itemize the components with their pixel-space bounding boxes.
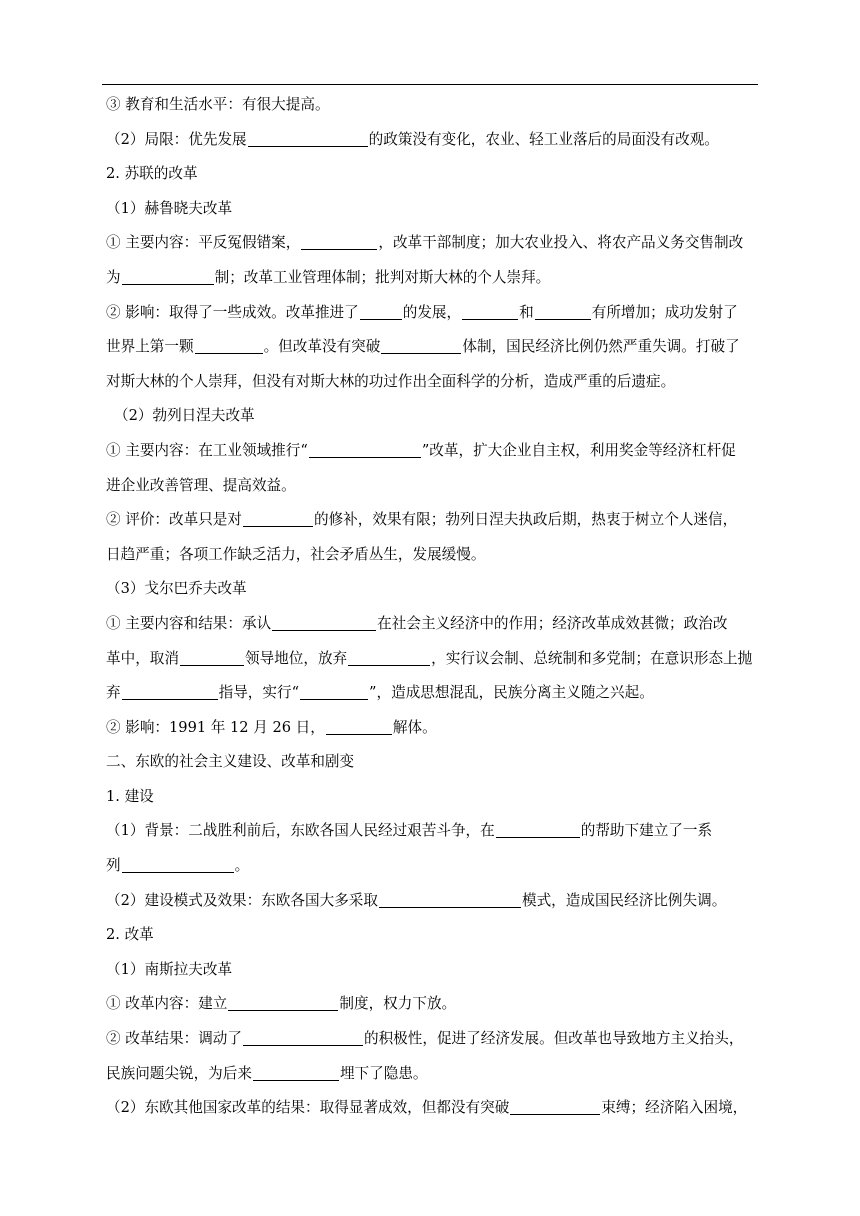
text-line: [102, 123, 758, 158]
fill-in-blank[interactable]: [180, 650, 244, 666]
text-line: [102, 192, 758, 227]
text-line: [102, 884, 758, 919]
text-line: [102, 434, 758, 469]
fill-in-blank[interactable]: [228, 995, 338, 1011]
text-line: [102, 157, 758, 192]
text-line: [102, 953, 758, 988]
fill-in-blank[interactable]: [300, 684, 368, 700]
fill-in-blank[interactable]: [462, 304, 518, 320]
text-segment: 埋下了隐患。: [339, 1064, 428, 1082]
fill-in-blank[interactable]: [243, 1030, 363, 1046]
text-segment: ，实行议会制、总统制和多党制；在意识形态上抛: [431, 649, 753, 667]
fill-in-blank[interactable]: [535, 304, 591, 320]
text-segment: （1）南斯拉夫改革: [106, 960, 233, 978]
fill-in-blank[interactable]: [360, 304, 402, 320]
text-line: [102, 711, 758, 746]
text-segment: 束缚；经济陷入困境，: [601, 1099, 748, 1117]
text-segment: 领导地位，放弃: [244, 649, 348, 667]
text-segment: 世界上第一颗: [106, 338, 194, 356]
text-segment: 二、东欧的社会主义建设、改革和剧变: [106, 753, 355, 771]
text-segment: ① 主要内容：平反冤假错案，: [106, 234, 301, 252]
fill-in-blank[interactable]: [243, 511, 313, 527]
fill-in-blank[interactable]: [348, 650, 430, 666]
text-segment: 和: [519, 303, 534, 321]
text-segment: 的修补，效果有限；勃列日涅夫执政后期，热衷于树立个人迷信，: [313, 511, 738, 529]
text-segment: （1）赫鲁晓夫改革: [106, 199, 233, 217]
text-segment: 指导，实行“: [218, 684, 300, 702]
text-segment: 的帮助下建立了一系: [580, 822, 713, 840]
text-segment: 的政策没有变化，农业、轻工业落后的局面没有改观。: [368, 130, 719, 148]
fill-in-blank[interactable]: [301, 234, 377, 250]
fill-in-blank[interactable]: [326, 719, 392, 735]
fill-in-blank[interactable]: [253, 1065, 339, 1081]
text-segment: ① 主要内容：在工业领域推行“: [106, 441, 308, 459]
text-segment: ③ 教育和生活水平：有很大提高。: [106, 96, 330, 113]
fill-in-blank[interactable]: [122, 269, 214, 285]
fill-in-blank[interactable]: [122, 857, 234, 873]
text-line: [102, 918, 758, 953]
text-segment: （2）勃列日涅夫改革: [114, 407, 255, 425]
text-line: [102, 330, 758, 365]
text-line: [102, 1091, 758, 1126]
text-segment: ① 主要内容和结果：承认: [106, 614, 272, 632]
fill-in-blank[interactable]: [381, 338, 461, 354]
text-segment: 模式，造成国民经济比例失调。: [521, 891, 727, 909]
text-segment: 革中，取消: [106, 649, 179, 667]
text-segment: 的发展，: [402, 303, 462, 321]
text-line: [102, 1057, 758, 1092]
fill-in-blank[interactable]: [510, 1099, 600, 1115]
fill-in-blank[interactable]: [122, 684, 218, 700]
document-body: [102, 88, 758, 1126]
text-segment: 的积极性，促进了经济发展。但改革也导致地方主义抬头，: [363, 1030, 744, 1048]
text-segment: （1）背景：二战胜利前后，东欧各国人民经过艰苦斗争，在: [106, 822, 495, 840]
text-line: [102, 538, 758, 573]
text-line: [102, 676, 758, 711]
text-segment: ”，造成思想混乱，民族分离主义随之兴起。: [369, 684, 654, 702]
text-segment: （2）建设模式及效果：东欧各国大多采取: [106, 891, 378, 909]
text-segment: 在社会主义经济中的作用；经济改革成效甚微；政治改: [377, 614, 728, 632]
text-line: [102, 399, 758, 434]
text-segment: ② 评价：改革只是对: [106, 511, 242, 529]
text-line: [102, 849, 758, 884]
fill-in-blank[interactable]: [309, 442, 421, 458]
text-segment: 列: [106, 857, 121, 875]
text-line: [102, 365, 758, 400]
text-segment: 制度，权力下放。: [339, 995, 457, 1013]
text-line: [102, 987, 758, 1022]
header-rule: [102, 84, 758, 85]
text-segment: 民族问题尖锐，为后来: [106, 1064, 252, 1082]
text-segment: 体制，国民经济比例仍然严重失调。打破了: [462, 338, 740, 356]
text-segment: 进企业改善管理、提高效益。: [106, 476, 296, 494]
text-segment: 弃: [106, 684, 121, 702]
text-line: [102, 1022, 758, 1057]
text-segment: 。: [234, 857, 250, 875]
text-segment: ② 影响：1991 年 12 月 26 日，: [106, 718, 325, 736]
text-line: [102, 607, 758, 642]
fill-in-blank[interactable]: [272, 615, 376, 631]
text-segment: ② 影响：取得了一些成效。改革推进了: [106, 303, 359, 321]
text-segment: 1. 建设: [106, 787, 154, 805]
fill-in-blank[interactable]: [379, 892, 521, 908]
text-segment: ”改革，扩大企业自主权，利用奖金等经济杠杆促: [421, 441, 736, 459]
text-segment: 对斯大林的个人崇拜，但没有对斯大林的功过作出全面科学的分析，造成严重的后遗症。: [106, 372, 676, 390]
text-segment: ① 改革内容：建立: [106, 995, 228, 1013]
text-segment: （2）东欧其他国家改革的结果：取得显著成效，但都没有突破: [106, 1099, 510, 1117]
text-line: [102, 745, 758, 780]
text-segment: （2）局限：优先发展: [106, 130, 247, 148]
text-segment: （3）戈尔巴乔夫改革: [106, 580, 247, 598]
text-line: [102, 88, 758, 123]
text-segment: 2. 改革: [106, 926, 154, 944]
text-segment: 。但改革没有突破: [263, 338, 381, 356]
text-line: [102, 642, 758, 677]
text-segment: 有所增加；成功发射了: [591, 303, 738, 321]
fill-in-blank[interactable]: [195, 338, 263, 354]
text-segment: 制；改革工业管理体制；批判对斯大林的个人崇拜。: [214, 268, 551, 286]
text-line: [102, 814, 758, 849]
fill-in-blank[interactable]: [248, 131, 368, 147]
text-line: [102, 503, 758, 538]
text-segment: 解体。: [392, 718, 437, 736]
text-line: [102, 226, 758, 261]
text-segment: 2. 苏联的改革: [106, 165, 198, 183]
fill-in-blank[interactable]: [496, 822, 580, 838]
text-segment: ，改革干部制度；加大农业投入、将农产品义务交售制改: [378, 234, 744, 252]
text-line: [102, 296, 758, 331]
text-line: [102, 780, 758, 815]
text-line: [102, 261, 758, 296]
text-line: [102, 469, 758, 504]
text-segment: 为: [106, 268, 121, 286]
text-segment: 日趋严重；各项工作缺乏活力，社会矛盾丛生，发展缓慢。: [106, 545, 486, 563]
text-line: [102, 572, 758, 607]
text-segment: ② 改革结果：调动了: [106, 1030, 242, 1048]
